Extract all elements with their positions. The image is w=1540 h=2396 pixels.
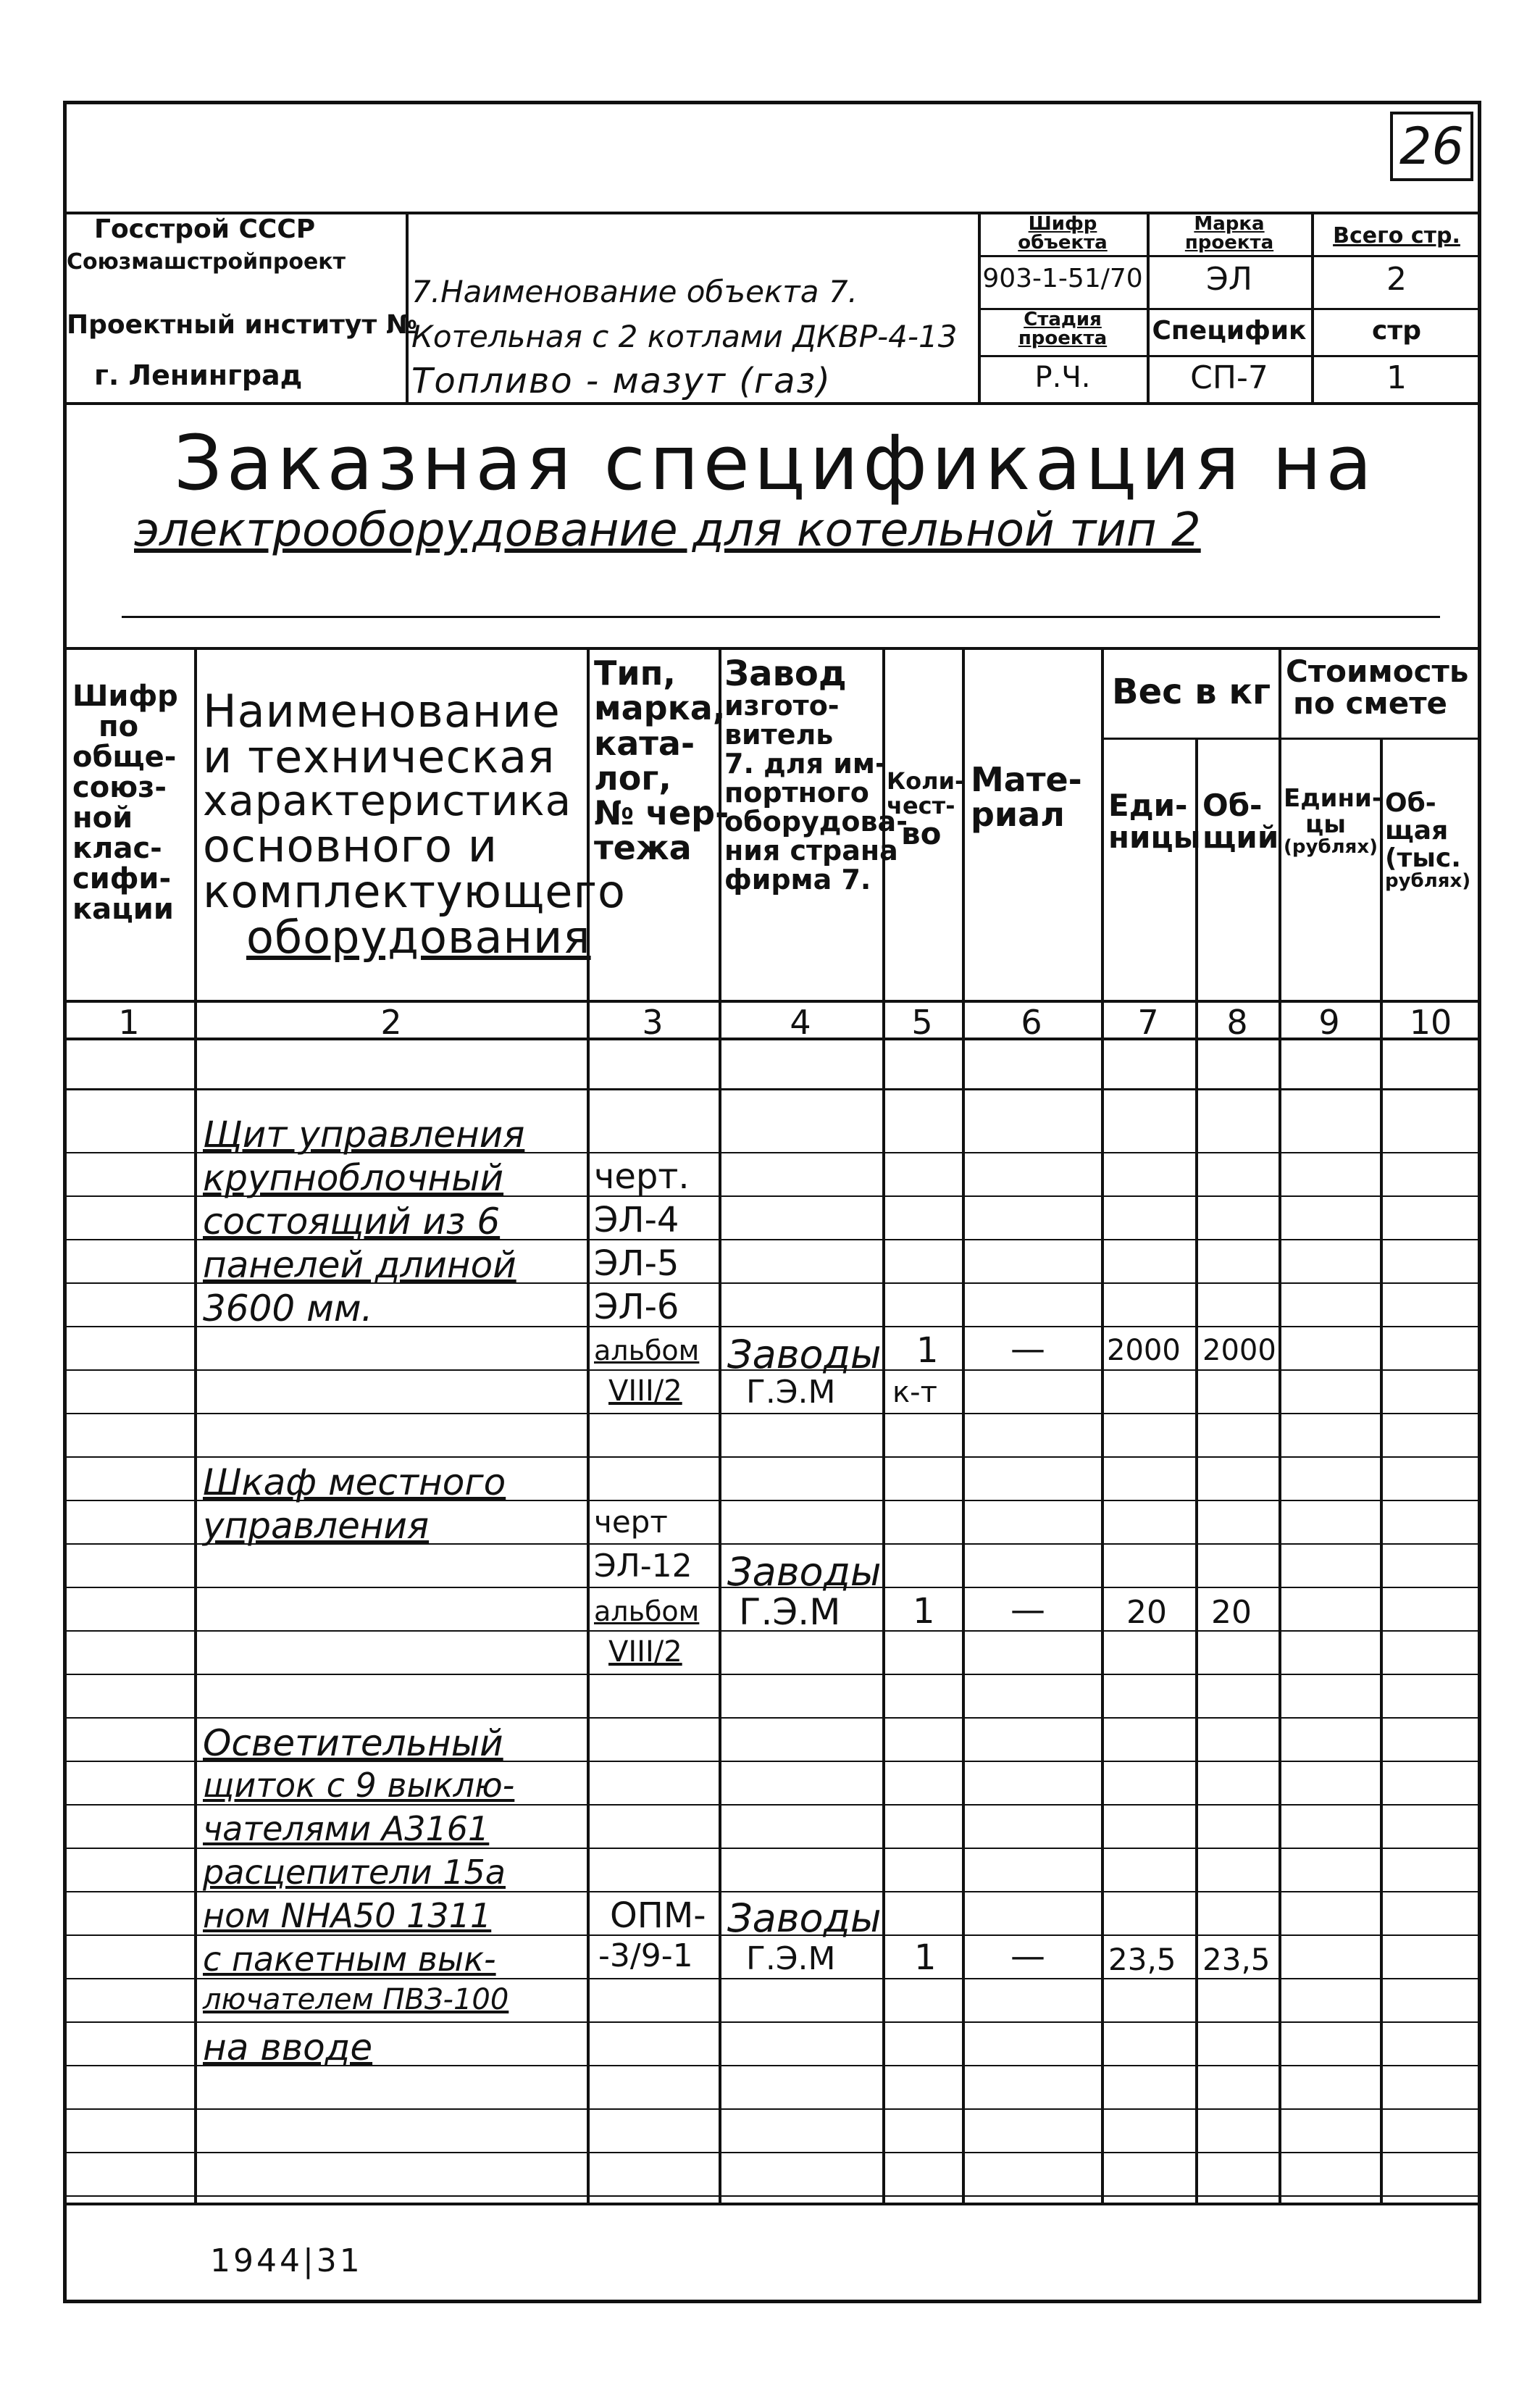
item2-factory-line-2: Г.Э.М (739, 1591, 841, 1633)
item1-name-line-1: Щит управления (203, 1114, 525, 1156)
item2-weight-unit: 20 (1126, 1594, 1167, 1631)
item2-weight-total: 20 (1211, 1594, 1252, 1631)
header-divider-cipher (1147, 212, 1150, 402)
row-rule (63, 2195, 1481, 2197)
org-line-4: г. Ленинград (94, 359, 303, 391)
value-stage: Р.Ч. (1034, 361, 1091, 394)
item2-factory-line-1: Заводы (727, 1549, 882, 1595)
item3-weight-total: 23,5 (1202, 1942, 1271, 1977)
item2-type-line-1: черт (594, 1504, 668, 1540)
table-top-line (63, 647, 1481, 650)
row-rule (63, 1717, 1481, 1719)
header-divider-object (978, 212, 981, 402)
col-line-5 (962, 647, 965, 2203)
item1-type-line-3: ЭЛ-5 (594, 1243, 679, 1284)
item3-name-line-7: лючателем ПВЗ-100 (203, 1983, 509, 2016)
item1-qty-unit: к-т (892, 1376, 937, 1409)
col9-header: Едини- цы (рублях) (1284, 784, 1382, 859)
header-row-line-1 (978, 255, 1481, 257)
item1-factory-line-1: Заводы (727, 1332, 882, 1377)
item1-weight-unit: 2000 (1107, 1334, 1181, 1367)
col-line-1 (194, 647, 197, 2203)
col8-header: Об- щий (1202, 788, 1279, 856)
col1-header: Шифр по обще- союз- ной клас- сифи- кации (72, 680, 178, 926)
object-line-1: 7.Наименование объекта 7. (411, 274, 858, 309)
item2-type-line-3: альбом (594, 1595, 700, 1627)
label-brand: Марка проекта (1184, 213, 1274, 254)
col-line-7 (1195, 738, 1198, 2203)
col-number-1: 1 (118, 1003, 140, 1042)
col-line-6 (1101, 647, 1104, 2203)
archive-code: 1944|31 (210, 2242, 363, 2279)
title-rule (122, 616, 1440, 618)
value-brand: ЭЛ (1206, 261, 1252, 298)
col2-header: Наименование и техническая характеристика основного и комплектующего оборудования (203, 685, 626, 964)
table-bottom-line (63, 2203, 1481, 2205)
item3-factory-line-2: Г.Э.М (746, 1940, 836, 1977)
header-bottom-line (63, 402, 1481, 405)
label-stage: Стадия проекта (1018, 309, 1108, 349)
item1-name-line-4: панелей длиной (203, 1244, 516, 1286)
value-spec: СП-7 (1190, 359, 1268, 396)
row-rule (63, 1413, 1481, 1414)
header-divider-org (406, 212, 409, 402)
item3-name-line-6: с пакетным вык- (203, 1940, 496, 1979)
column-number-row-bottom (63, 1038, 1481, 1040)
item1-name-line-2: крупноблочный (203, 1157, 504, 1199)
item2-material: — (1010, 1590, 1045, 1630)
org-line-2: Союзмашстройпроект (67, 249, 346, 275)
col-number-10: 10 (1409, 1003, 1452, 1042)
item3-material: — (1010, 1936, 1045, 1977)
col-line-3 (719, 647, 721, 2203)
document-subtitle: электрооборудование для котельной тип 2 (134, 504, 1201, 557)
label-cipher: Шифр объекта (1018, 213, 1108, 254)
label-page: стр (1372, 316, 1421, 346)
weight-group-header: Вес в кг (1112, 672, 1271, 712)
item3-factory-line-1: Заводы (727, 1895, 882, 1941)
col7-header: Еди- ницы (1108, 788, 1201, 856)
header-row-line-3 (978, 355, 1481, 357)
col4-header: Завод изгото- витель 7. для им- портного оборудова- ния страна фирма 7. (724, 654, 908, 896)
col-number-7: 7 (1137, 1003, 1159, 1042)
item1-type-line-5: альбом (594, 1335, 700, 1366)
value-total-pages: 2 (1386, 261, 1407, 298)
col3-header: Тип, марка, ката- лог, № чер- тежа (594, 654, 729, 868)
item1-qty: 1 (916, 1330, 939, 1371)
body-separator (63, 1088, 1481, 1090)
column-number-row-top (63, 1000, 1481, 1003)
col-number-5: 5 (911, 1003, 933, 1042)
row-rule (63, 2108, 1481, 2110)
item3-qty: 1 (914, 1937, 937, 1978)
sheet-number: 26 (1390, 112, 1473, 181)
col-number-8: 8 (1226, 1003, 1248, 1042)
item3-type-line-1: ОПМ- (610, 1895, 706, 1936)
col5-header: Коли- чест- во (887, 767, 965, 852)
item1-factory-line-2: Г.Э.М (746, 1374, 836, 1411)
item1-name-line-5: 3600 мм. (203, 1287, 373, 1330)
value-page: 1 (1386, 359, 1407, 396)
org-line-3: Проектный институт № (67, 310, 418, 340)
row-rule (63, 2152, 1481, 2153)
item3-name-line-8: на вводе (203, 2026, 373, 2069)
item1-type-line-2: ЭЛ-4 (594, 1200, 679, 1240)
org-line-1: Госстрой СССР (94, 214, 316, 244)
col-number-9: 9 (1318, 1003, 1340, 1042)
cost-group-header: Стоимость по смете (1286, 654, 1469, 722)
object-line-3: Топливо - мазут (газ) (411, 361, 832, 401)
item1-type-line-4: ЭЛ-6 (594, 1287, 679, 1327)
item3-name-line-4: расцепители 15а (203, 1853, 506, 1892)
item2-type-line-2: ЭЛ-12 (594, 1548, 692, 1585)
item1-material: — (1010, 1329, 1045, 1369)
label-spec: Специфик (1152, 316, 1307, 346)
col-number-4: 4 (790, 1003, 811, 1042)
col-line-8 (1279, 647, 1281, 2203)
group-header-line (1101, 738, 1481, 740)
item2-type-line-4: VIII/2 (608, 1635, 682, 1669)
item3-name-line-2: щиток с 9 выклю- (203, 1766, 515, 1805)
item2-name-line-1: Шкаф местного (203, 1461, 506, 1503)
item3-type-line-2: -3/9-1 (598, 1937, 693, 1974)
item3-weight-unit: 23,5 (1108, 1942, 1176, 1977)
item2-qty: 1 (913, 1591, 935, 1632)
col10-header: Об- щая (тыс. рублях) (1385, 788, 1471, 893)
col6-header: Мате- риал (971, 760, 1082, 835)
col-number-2: 2 (380, 1003, 402, 1042)
item2-name-line-2: управления (203, 1505, 430, 1547)
row-rule (63, 1674, 1481, 1675)
object-line-2: Котельная с 2 котлами ДКВР-4-13 (411, 319, 958, 354)
header-divider-brand (1311, 212, 1314, 402)
document-title: Заказная спецификация на (174, 419, 1376, 507)
col-line-9 (1380, 738, 1383, 2203)
item1-type-line-1: черт. (594, 1156, 690, 1197)
item3-name-line-3: чателями А3161 (203, 1809, 490, 1848)
col-number-3: 3 (642, 1003, 664, 1042)
item3-name-line-1: Осветительный (203, 1722, 503, 1764)
item3-name-line-5: ном NHA50 1311 (203, 1896, 492, 1935)
label-total-pages: Всего стр. (1333, 223, 1460, 249)
row-rule (63, 1456, 1481, 1458)
col-number-6: 6 (1021, 1003, 1042, 1042)
row-rule (63, 2021, 1481, 2023)
item1-type-line-6: VIII/2 (608, 1374, 682, 1408)
value-cipher: 903-1-51/70 (982, 264, 1143, 293)
item1-weight-total: 2000 (1202, 1334, 1276, 1367)
item1-name-line-3: состоящий из 6 (203, 1201, 501, 1243)
